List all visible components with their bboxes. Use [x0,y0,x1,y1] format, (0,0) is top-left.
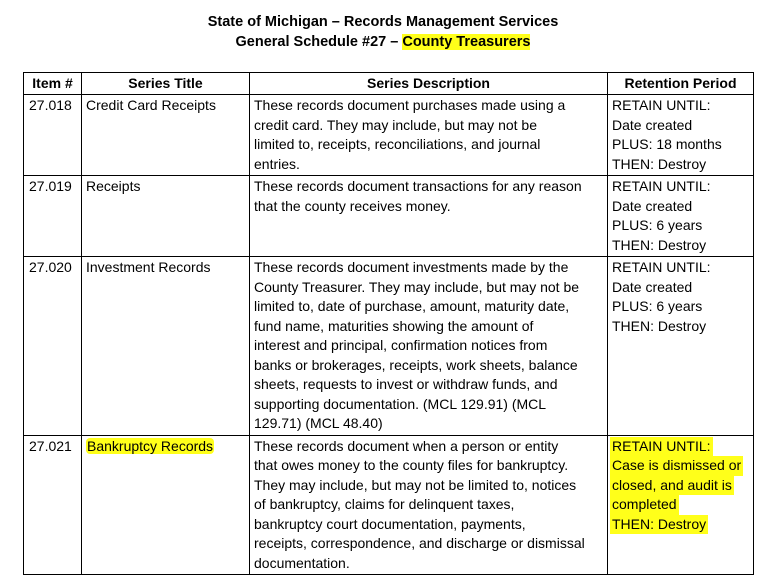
retention-period [608,95,754,176]
series-description [250,176,608,257]
retention-period [608,176,754,257]
series-description [250,435,608,575]
retention-period [608,435,754,575]
retention-line: THEN: Destroy [612,317,707,334]
retention-line: THEN: Destroy [610,515,708,535]
table-row [24,176,754,257]
table-row [24,95,754,176]
table-row [24,435,754,575]
retention-line: Case is dismissed or [610,456,743,476]
description-line: These records document purchases made using a [254,97,566,113]
series-title: Receipts [82,176,250,257]
col-header-item: Item # [24,73,82,95]
description-line: that owes money to the county files for bankruptcy. [254,457,569,473]
retention-line: RETAIN UNTIL: [612,97,711,113]
description-line: limited to, receipts, reconciliations, and journal [254,136,541,152]
description-line: that the county receives money. [254,197,451,214]
header-highlight: County Treasurers [402,34,531,50]
description-line: These records document transactions for any reason [254,178,582,194]
item-number: 27.019 [24,176,82,257]
description-line: These records document investments made by the [254,259,569,275]
retention-line: PLUS: 6 years [612,298,703,314]
description-line: fund name, maturities showing the amount of [254,317,534,334]
description-line: bankruptcy court documentation, payments, [254,515,526,532]
retention-line: RETAIN UNTIL: [610,437,713,457]
retention-line: PLUS: 18 months [612,136,722,152]
retention-schedule-table [23,72,754,575]
series-title-cell [82,435,250,575]
col-header-retention: Retention Period [608,73,754,95]
description-line: banks or brokerages, receipts, work sheets, balance [254,356,578,373]
retention-line: RETAIN UNTIL: [612,259,711,275]
retention-period [608,257,754,436]
description-line: credit card. They may include, but may not be [254,116,537,133]
item-number: 27.018 [24,95,82,176]
retention-line: RETAIN UNTIL: [612,178,711,194]
description-line: limited to, date of purchase, amount, maturity date, [254,298,570,314]
retention-line: Date created [612,197,693,214]
retention-line: closed, and audit is [610,476,734,496]
header-line-1: State of Michigan – Records Management Services [207,14,559,30]
series-description [250,95,608,176]
retention-line: completed [610,495,679,515]
header-line-2 [0,32,766,52]
retention-line: Date created [612,116,693,133]
col-header-title: Series Title [82,73,250,95]
item-number: 27.020 [24,257,82,436]
table-header-row [24,73,754,95]
series-description [250,257,608,436]
col-header-description: Series Description [250,73,608,95]
description-line: sheets, requests to invest or withdraw funds, and [254,376,558,392]
item-number: 27.021 [24,435,82,575]
description-line: documentation. [254,554,350,571]
table-row [24,257,754,436]
description-line: interest and principal, confirmation notices from [254,337,548,353]
description-line: County Treasurer. They may include, but may not be [254,278,580,295]
description-line: They may include, but may not be limited to, notices [254,476,577,493]
description-line: supporting documentation. (MCL 129.91) (MCL [254,395,547,412]
series-title: Credit Card Receipts [82,95,250,176]
retention-line: THEN: Destroy [612,236,707,253]
series-title: Investment Records [82,257,250,436]
document-header [0,12,766,52]
retention-line: THEN: Destroy [612,155,707,172]
retention-line: PLUS: 6 years [612,217,703,233]
description-line: of bankruptcy, claims for delinquent taxes, [254,496,515,512]
retention-line: Date created [612,278,693,295]
header-line-2-prefix: General Schedule #27 – [235,34,403,50]
description-line: receipts, correspondence, and discharge or dismissal [254,535,585,551]
description-line: These records document when a person or entity [254,437,559,454]
description-line: entries. [254,155,300,172]
description-line: 129.71) (MCL 48.40) [254,415,383,431]
series-title: Bankruptcy Records [87,437,214,454]
